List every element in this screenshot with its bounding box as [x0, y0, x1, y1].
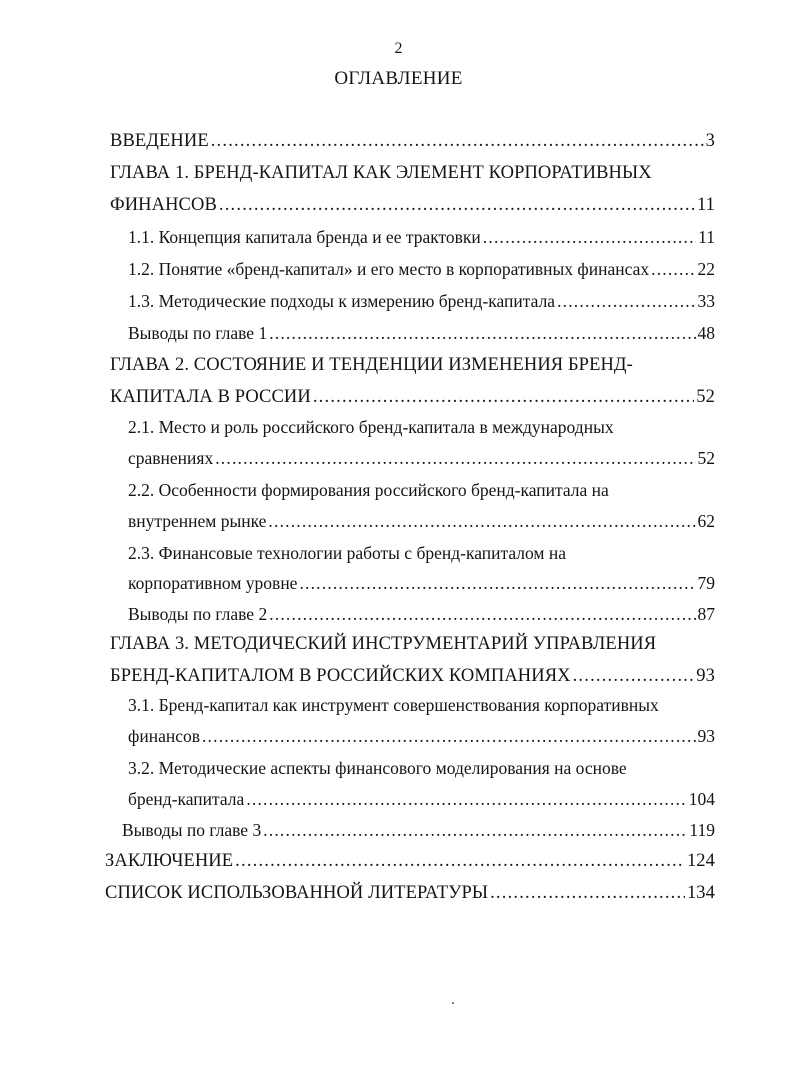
toc-entry-section-3-1[interactable] — [128, 721, 715, 751]
toc-entry-section-3-2[interactable] — [128, 784, 715, 814]
toc-page-number: 52 — [696, 387, 715, 407]
toc-entry-text: СПИСОК ИСПОЛЬЗОВАННОЙ ЛИТЕРАТУРЫ — [105, 883, 489, 903]
toc-entry-chapter-3[interactable] — [110, 661, 715, 691]
toc-entry-section-2-1[interactable] — [128, 443, 715, 473]
toc-entry-conclusions-3[interactable] — [122, 815, 715, 845]
toc-entry-chapter-2[interactable] — [110, 382, 715, 412]
toc-chapter-2-title[interactable]: ГЛАВА 2. СОСТОЯНИЕ И ТЕНДЕНЦИИ ИЗМЕНЕНИЯ БРЕНД- — [110, 355, 633, 375]
toc-section-2-1-title[interactable]: 2.1. Место и роль российского бренд-капитала в международных — [128, 417, 614, 437]
dot-leader — [651, 254, 695, 284]
dot-leader — [490, 878, 685, 908]
dot-leader — [483, 222, 696, 252]
toc-entry-text: сравнениях — [128, 448, 214, 468]
dot-leader — [219, 190, 695, 220]
toc-chapter-1-title[interactable]: ГЛАВА 1. БРЕНД-КАПИТАЛ КАК ЭЛЕМЕНТ КОРПОРАТИВНЫХ — [110, 163, 652, 183]
toc-page-number: 11 — [696, 195, 715, 215]
toc-page-number: 124 — [686, 851, 715, 871]
toc-entry-text: внутреннем рынке — [128, 511, 267, 531]
toc-entry-text: ФИНАНСОВ — [110, 195, 217, 215]
toc-page-number: 79 — [697, 573, 715, 593]
dot-leader — [269, 318, 695, 348]
toc-entry-section-1-1[interactable] — [128, 222, 715, 252]
toc-entry-text: КАПИТАЛА В РОССИИ — [110, 387, 311, 407]
dot-leader — [573, 661, 695, 691]
scan-speck — [452, 1002, 454, 1004]
toc-entry-section-2-3[interactable] — [128, 568, 715, 598]
toc-entry-intro[interactable] — [110, 126, 715, 156]
toc-page-number: 62 — [697, 511, 715, 531]
dot-leader — [263, 815, 687, 845]
toc-page-number: 104 — [688, 789, 715, 809]
toc-page-number: 52 — [697, 448, 715, 468]
toc-entry-section-1-2[interactable] — [128, 254, 715, 284]
toc-entry-section-1-3[interactable] — [128, 286, 715, 316]
toc-entry-references[interactable] — [105, 878, 715, 908]
toc-page-number: 119 — [689, 820, 715, 840]
toc-entry-text: финансов — [128, 726, 200, 746]
page-number: 2 — [394, 40, 403, 57]
toc-page-number: 93 — [696, 666, 715, 686]
toc-entry-text: БРЕНД-КАПИТАЛОМ В РОССИЙСКИХ КОМПАНИЯХ — [110, 666, 571, 686]
toc-entry-text: 1.1. Концепция капитала бренда и ее трактовки — [128, 227, 481, 247]
dot-leader — [215, 443, 695, 473]
toc-page-number: 3 — [705, 131, 715, 151]
toc-entry-text: корпоративном уровне — [128, 573, 298, 593]
toc-entry-text: Выводы по главе 2 — [128, 604, 268, 624]
toc-entry-text: бренд-капитала — [128, 789, 245, 809]
toc-page-number: 48 — [697, 323, 715, 343]
toc-page-number: 87 — [697, 604, 715, 624]
dot-leader — [299, 568, 695, 598]
toc-entry-conclusion[interactable] — [105, 846, 715, 876]
toc-page-number: 11 — [698, 227, 715, 247]
toc-chapter-3-title[interactable]: ГЛАВА 3. МЕТОДИЧЕСКИЙ ИНСТРУМЕНТАРИЙ УПРАВЛЕНИЯ — [110, 634, 657, 654]
toc-section-3-2-title[interactable]: 3.2. Методические аспекты финансового моделирования на основе — [128, 758, 627, 778]
page-title: ОГЛАВЛЕНИЕ — [334, 68, 463, 89]
dot-leader — [269, 599, 695, 629]
toc-page-number: 134 — [686, 883, 715, 903]
toc-entry-text: ЗАКЛЮЧЕНИЕ — [105, 851, 234, 871]
toc-entry-conclusions-2[interactable] — [128, 599, 715, 629]
toc-entry-section-2-2[interactable] — [128, 506, 715, 536]
toc-entry-text: 1.2. Понятие «бренд-капитал» и его место в корпоративных финансах — [128, 259, 650, 279]
toc-page-number: 93 — [697, 726, 715, 746]
dot-leader — [211, 126, 704, 156]
toc-page-number: 22 — [697, 259, 715, 279]
dot-leader — [246, 784, 686, 814]
toc-section-2-3-title[interactable]: 2.3. Финансовые технологии работы с бренд-капиталом на — [128, 543, 566, 563]
dot-leader — [557, 286, 695, 316]
toc-entry-text: ВВЕДЕНИЕ — [110, 131, 209, 151]
toc-section-2-2-title[interactable]: 2.2. Особенности формирования российского бренд-капитала на — [128, 480, 609, 500]
toc-page-number: 33 — [697, 291, 715, 311]
dot-leader — [268, 506, 695, 536]
toc-entry-text: Выводы по главе 1 — [128, 323, 268, 343]
dot-leader — [313, 382, 694, 412]
toc-entry-text: 1.3. Методические подходы к измерению бренд-капитала — [128, 291, 556, 311]
toc-entry-chapter-1[interactable] — [110, 190, 715, 220]
toc-section-3-1-title[interactable]: 3.1. Бренд-капитал как инструмент совершенствования корпоративных — [128, 695, 659, 715]
toc-entry-text: Выводы по главе 3 — [122, 820, 262, 840]
dot-leader — [202, 721, 696, 751]
dot-leader — [235, 846, 685, 876]
toc-entry-conclusions-1[interactable] — [128, 318, 715, 348]
